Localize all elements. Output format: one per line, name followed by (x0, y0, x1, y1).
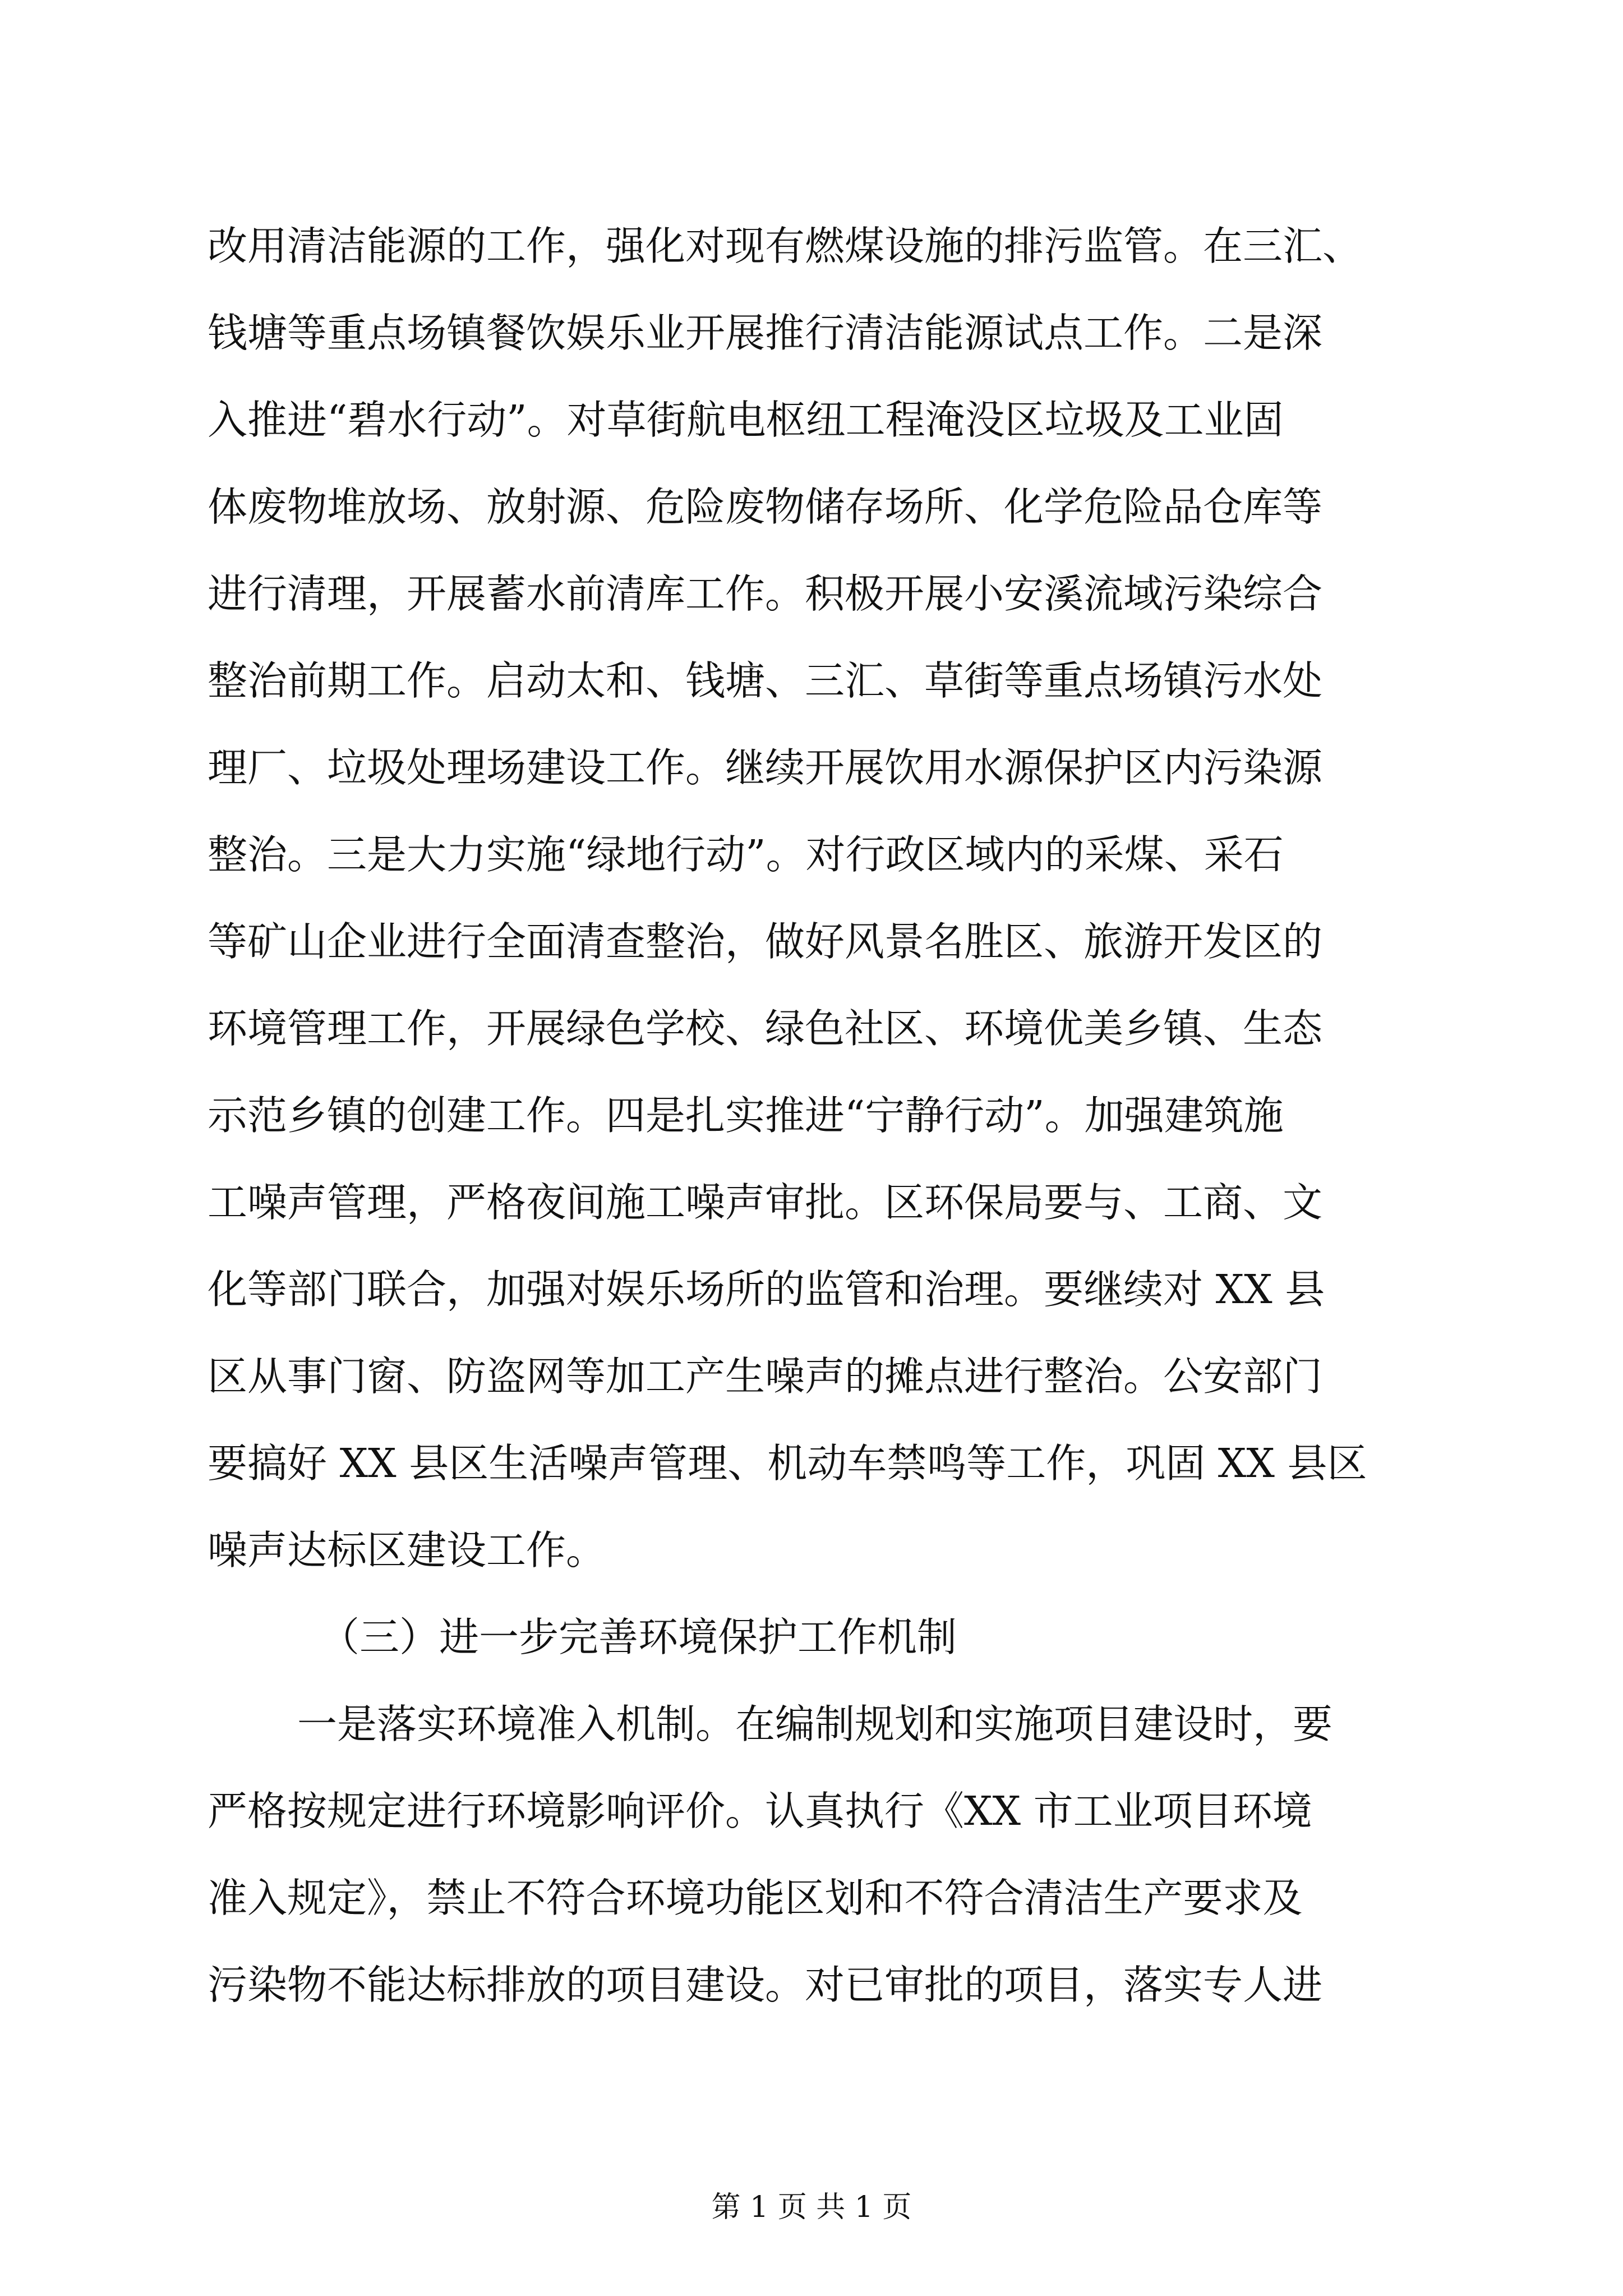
body-line: 进行清理，开展蓄水前清库工作。积极开展小安溪流域污染综合 (208, 570, 1323, 617)
document-body (208, 203, 1430, 2028)
body-line: 改用清洁能源的工作，强化对现有燃煤设施的排污监管。在三汇、 (208, 223, 1363, 269)
body-line: 钱塘等重点场镇餐饮娱乐业开展推行清洁能源试点工作。二是深 (208, 310, 1323, 356)
body-line: 工噪声管理，严格夜间施工噪声审批。区环保局要与、工商、文 (208, 1179, 1323, 1226)
paragraph-line: 污染物不能达标排放的项目建设。对已审批的项目，落实专人进 (208, 1962, 1323, 2008)
section-heading: （三）进一步完善环境保护工作机制 (320, 1614, 957, 1660)
body-line: 等矿山企业进行全面清查整治，做好风景名胜区、旅游开发区的 (208, 918, 1323, 965)
paragraph-line: 严格按规定进行环境影响评价。认真执行《XX 市工业项目环境 (208, 1788, 1312, 1834)
page-footer: 第 1 页 共 1 页 (711, 2191, 912, 2224)
body-line: 入推进“碧水行动”。对草街航电枢纽工程淹没区垃圾及工业固 (208, 397, 1284, 443)
body-line: 体废物堆放场、放射源、危险废物储存场所、化学危险品仓库等 (208, 484, 1323, 530)
body-line: 区从事门窗、防盗网等加工产生噪声的摊点进行整治。公安部门 (208, 1353, 1323, 1400)
body-line: 化等部门联合，加强对娱乐场所的监管和治理。要继续对 XX 县 (208, 1266, 1325, 1313)
paragraph-line: 准入规定》，禁止不符合环境功能区划和不符合清洁生产要求及 (208, 1875, 1303, 1921)
body-line: 整治。三是大力实施“绿地行动”。对行政区域内的采煤、采石 (208, 831, 1284, 878)
body-line: 噪声达标区建设工作。 (208, 1527, 606, 1573)
body-line: 示范乡镇的创建工作。四是扎实推进“宁静行动”。加强建筑施 (208, 1092, 1284, 1139)
body-line: 要搞好 XX 县区生活噪声管理、机动车禁鸣等工作，巩固 XX 县区 (208, 1440, 1367, 1487)
body-line: 理厂、垃圾处理场建设工作。继续开展饮用水源保护区内污染源 (208, 744, 1323, 791)
body-line: 整治前期工作。启动太和、钱塘、三汇、草街等重点场镇污水处 (208, 657, 1323, 704)
body-line: 环境管理工作，开展绿色学校、绿色社区、环境优美乡镇、生态 (208, 1005, 1323, 1052)
paragraph-line: 一是落实环境准入机制。在编制规划和实施项目建设时，要 (297, 1701, 1333, 1747)
